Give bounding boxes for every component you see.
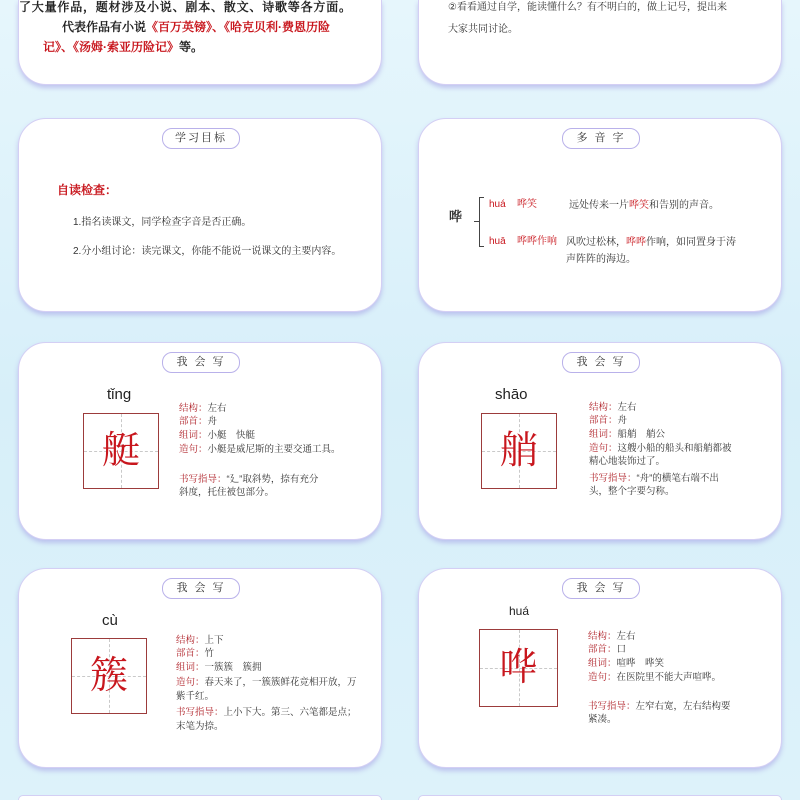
info-guide	[179, 474, 318, 486]
info-sentence	[179, 444, 341, 456]
info-value: 舟	[617, 415, 628, 426]
sentence-highlight: 哗哗	[626, 237, 646, 248]
info-label: 组词：	[179, 430, 208, 441]
info-words	[176, 662, 262, 674]
info-guide	[588, 701, 731, 713]
polyphone-sentence	[566, 237, 736, 249]
sentence-part: 和告别的声音。	[649, 200, 719, 211]
info-sentence	[588, 672, 721, 684]
info-value: 口	[616, 644, 627, 655]
write-char: 艇	[101, 430, 140, 472]
slide-polyphone	[418, 118, 782, 312]
info-label: 书写指导：	[176, 707, 224, 718]
intro-line-3-suffix: 等。	[179, 40, 204, 54]
info-value: 左窄右宽，左右结构要	[635, 701, 731, 712]
slide-tab-title: 学习目标	[162, 128, 240, 149]
sentence-highlight: 哗笑	[629, 200, 649, 211]
write-char: 簇	[89, 655, 128, 697]
goal-item: 1.指名读课文，同学检查字音是否正确。	[73, 217, 252, 228]
info-label: 结构：	[589, 402, 618, 413]
info-value: 小艇 快艇	[207, 430, 256, 441]
info-value: 上小下大。第三、六笔都是点；	[223, 707, 357, 718]
polyphone-sentence	[569, 200, 719, 212]
slide-next-left	[18, 795, 382, 800]
info-label: 造句：	[176, 677, 205, 688]
intro-line-3	[43, 40, 203, 54]
tianzige-grid	[479, 629, 558, 707]
tianzige-grid	[71, 638, 147, 714]
brace-tick-icon	[474, 221, 479, 222]
self-check-heading: 自读检查：	[57, 183, 118, 197]
slide-learning-goals	[18, 118, 382, 312]
info-value: “舟”的横笔右端不出	[636, 473, 719, 484]
info-guide	[589, 473, 719, 485]
info-structure	[589, 402, 637, 414]
info-value: “廴”取斜势，捺有充分	[226, 474, 319, 485]
info-structure	[179, 403, 227, 415]
goal-item: 2.分小组讨论：读完课文，你能不能说一说课文的主要内容。	[73, 246, 342, 257]
info-structure	[588, 631, 636, 643]
info-value: 竹	[204, 648, 215, 659]
info-label: 造句：	[179, 444, 208, 455]
info-radical	[176, 648, 214, 660]
self-study-line-2: 大家共同讨论。	[448, 24, 518, 35]
slide-tab-title: 我 会 写	[562, 352, 640, 373]
intro-line-2	[62, 20, 330, 34]
polyphone-word: 哗哗作响	[517, 236, 557, 247]
info-value: 舟	[207, 416, 218, 427]
info-value: 左右	[616, 631, 636, 642]
info-sentence	[176, 677, 357, 689]
slide-tab-title: 我 会 写	[562, 578, 640, 599]
info-words	[179, 430, 255, 442]
info-guide-cont: 头，整个字要匀称。	[589, 486, 675, 497]
info-label: 组词：	[176, 662, 205, 673]
intro-line-2-prefix: 代表作品有小说	[62, 20, 147, 34]
info-value: 小艇是威尼斯的主要交通工具。	[207, 444, 341, 455]
sentence-part: 作响，如同置身于涛	[646, 237, 736, 248]
polyphone-pinyin: huā	[489, 236, 506, 247]
write-char: 艄	[499, 430, 538, 472]
self-study-line-1: ②看看通过自学，能读懂什么？有不明白的，做上记号，提出来	[448, 2, 727, 13]
info-label: 组词：	[589, 429, 618, 440]
info-label: 部首：	[589, 415, 618, 426]
info-guide-cont: 末笔为捺。	[176, 721, 224, 732]
slide-tab-title: 我 会 写	[162, 352, 240, 373]
sentence-part: 风吹过松林，	[566, 237, 626, 248]
char-pinyin: huá	[509, 604, 530, 618]
slide-tab-title: 多 音 字	[562, 128, 640, 149]
info-label: 结构：	[588, 631, 617, 642]
info-label: 结构：	[176, 635, 205, 646]
info-radical	[589, 415, 627, 427]
info-value: 春天来了，一簇簇鲜花竞相开放，万	[204, 677, 357, 688]
slide-write-hua	[418, 568, 782, 768]
slide-self-study	[418, 0, 782, 85]
info-label: 结构：	[179, 403, 208, 414]
info-label: 造句：	[589, 443, 618, 454]
info-label: 部首：	[176, 648, 205, 659]
info-structure	[176, 635, 224, 647]
info-radical	[179, 416, 217, 428]
slide-write-cu	[18, 568, 382, 768]
intro-line-2-titles: 《百万英镑》、《哈克贝利·费恩历险	[146, 20, 331, 34]
slide-write-ting	[18, 342, 382, 540]
info-label: 书写指导：	[589, 473, 637, 484]
info-label: 组词：	[588, 658, 617, 669]
info-value: 喧哗 哗笑	[616, 658, 665, 669]
info-label: 部首：	[179, 416, 208, 427]
slide-next-right	[418, 795, 782, 800]
tianzige-grid	[83, 413, 159, 489]
char-pinyin: tǐng	[107, 386, 132, 403]
info-radical	[588, 644, 626, 656]
info-words	[589, 429, 665, 441]
info-sentence-cont: 精心地装饰过了。	[589, 456, 666, 467]
info-label: 书写指导：	[179, 474, 227, 485]
intro-line-1: 了大量作品，题材涉及小说、剧本、散文、诗歌等各方面。	[19, 0, 352, 14]
info-value: 这艘小船的船头和船艄都被	[617, 443, 732, 454]
intro-line-3-titles: 记》、《汤姆·索亚历险记》	[43, 40, 179, 54]
info-sentence	[589, 443, 732, 455]
polyphone-pinyin: huá	[489, 199, 506, 210]
tianzige-grid	[481, 413, 557, 489]
polyphone-sentence-line-2: 声阵阵的海边。	[566, 254, 636, 265]
brace-icon	[479, 197, 484, 247]
char-pinyin: cù	[102, 612, 118, 629]
info-value: 左右	[207, 403, 227, 414]
info-value: 船艄 艄公	[617, 429, 666, 440]
info-guide-cont: 紧凑。	[588, 714, 617, 725]
info-value: 上下	[204, 635, 224, 646]
info-words	[588, 658, 664, 670]
info-sentence-cont: 紫千红。	[176, 691, 215, 702]
info-value: 左右	[617, 402, 637, 413]
info-value: 一簇簇 簇拥	[204, 662, 262, 673]
info-guide	[176, 707, 357, 719]
char-pinyin: shāo	[495, 386, 528, 403]
slide-tab-title: 我 会 写	[162, 578, 240, 599]
info-label: 造句：	[588, 672, 617, 683]
slide-write-shao	[418, 342, 782, 540]
info-value: 在医院里不能大声喧哗。	[616, 672, 722, 683]
write-char: 哗	[499, 647, 538, 689]
info-label: 部首：	[588, 644, 617, 655]
sentence-part: 远处传来一片	[569, 200, 629, 211]
info-label: 书写指导：	[588, 701, 636, 712]
info-guide-cont: 斜度，托住被包部分。	[179, 487, 275, 498]
polyphone-char: 哗	[449, 209, 463, 224]
polyphone-word: 哗笑	[517, 199, 537, 210]
